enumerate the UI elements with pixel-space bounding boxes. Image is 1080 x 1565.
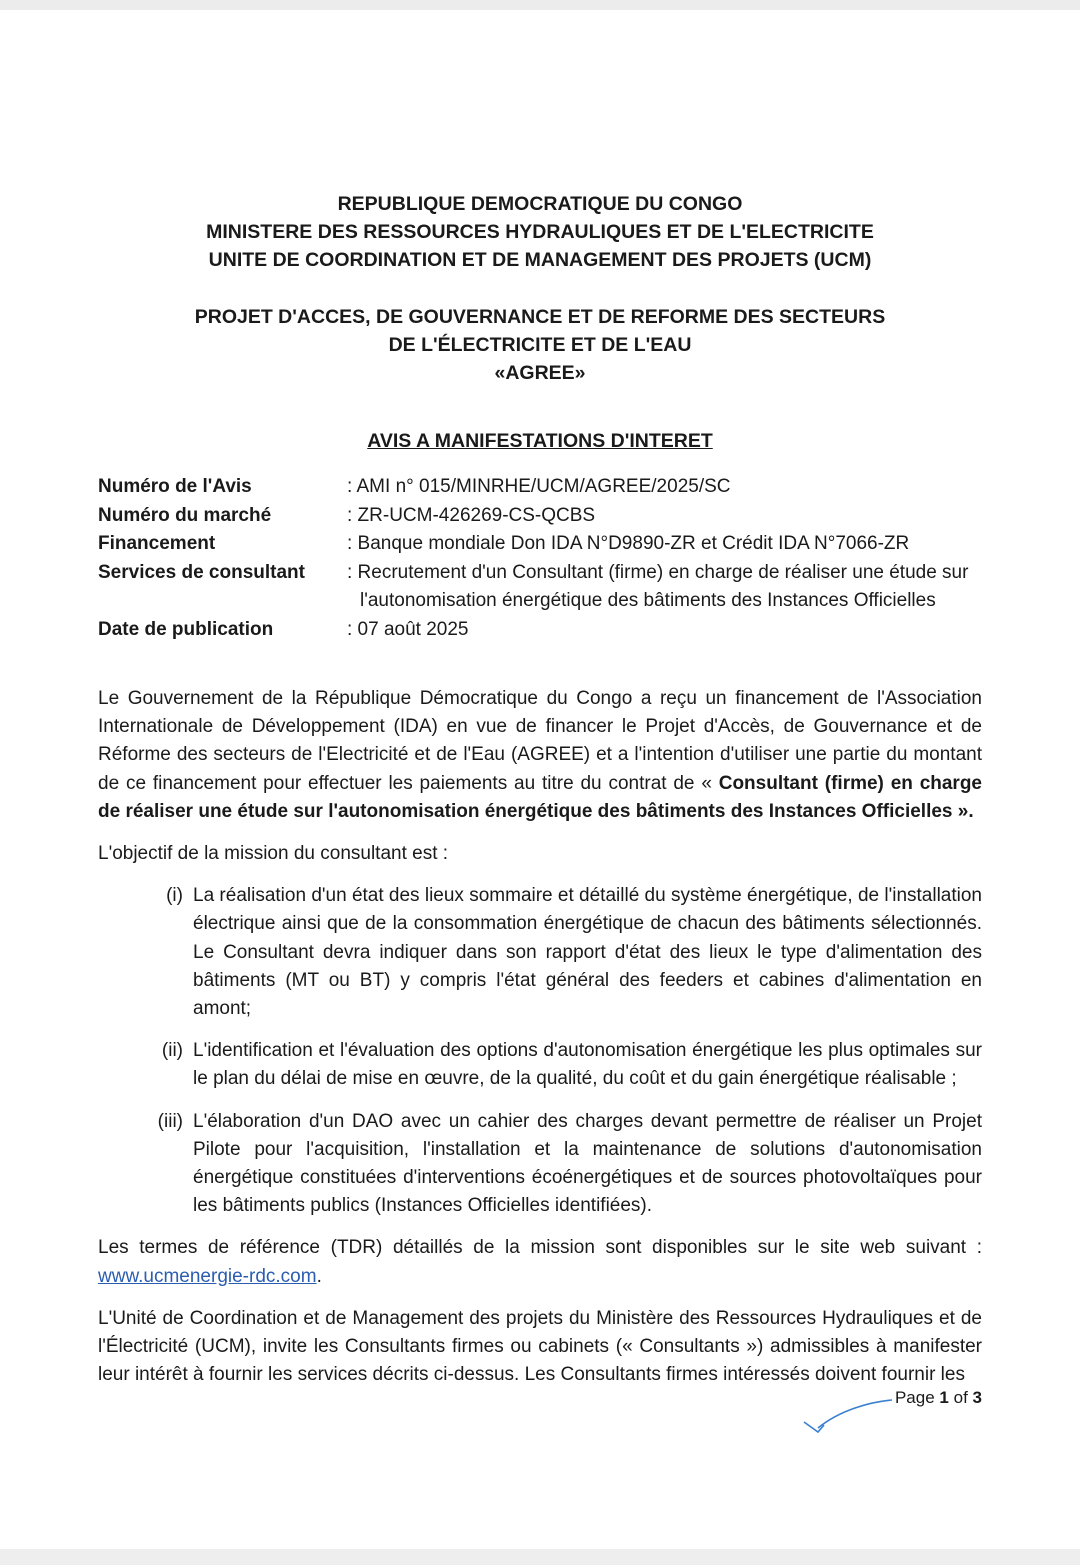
page-word: Page <box>894 1388 935 1407</box>
list-item-text: L'identification et l'évaluation des options d'autonomisation énergétique les plus optimales sur le plan du délai de mise en œuvre, de la qualité, du coût et du gain énergétique réalisable ; <box>193 1040 982 1090</box>
page-current: 1 <box>939 1388 949 1407</box>
list-item-number: (i) <box>166 885 183 907</box>
list-item <box>98 1108 982 1221</box>
list-item-number: (ii) <box>161 1040 183 1062</box>
header-line-unit: UNITE DE COORDINATION ET DE MANAGEMENT DES PROJETS (UCM) <box>208 249 872 271</box>
list-item-number: (iii) <box>157 1110 183 1132</box>
tdr-end: . <box>316 1265 322 1287</box>
objective-intro: L'objectif de la mission du consultant est : <box>98 843 449 865</box>
project-line-1: PROJET D'ACCES, DE GOUVERNANCE ET DE REFORME DES SECTEURS <box>194 306 886 328</box>
info-row-numero-avis <box>98 473 982 502</box>
info-label: Date de publication <box>98 618 274 640</box>
info-label: Financement <box>98 533 216 554</box>
info-value: : AMI n° 015/MINRHE/UCM/AGREE/2025/SC <box>347 476 731 497</box>
document-header <box>98 190 982 274</box>
info-row-financement <box>98 530 982 559</box>
of-word: of <box>953 1388 968 1407</box>
tdr-text: Les termes de référence (TDR) détaillés de la mission sont disponibles sur le site web suivant : <box>98 1237 982 1259</box>
tdr-website-link[interactable]: www.ucmenergie-rdc.com <box>98 1265 317 1287</box>
project-line-2: DE L'ÉLECTRICITE ET DE L'EAU <box>388 334 692 356</box>
intro-paragraph <box>98 685 982 826</box>
info-row-date <box>98 616 982 645</box>
info-row-services <box>98 559 982 616</box>
intro-bold-text: Consultant (firme) en charge de réaliser une étude sur l'autonomisation énergétique des bâtiments des Instances Officielles ». <box>98 772 982 822</box>
invitation-paragraph: L'Unité de Coordination et de Management des projets du Ministère des Ressources Hydrauliques et de l'Électricité (UCM), invite les Consultants firmes ou cabinets (« Consultants ») admissibles à manifester leur intérêt à fournir les services décrits ci-dessus. Les Consultants firmes intéressés doivent fournir les <box>98 1307 982 1386</box>
list-item-text: L'élaboration d'un DAO avec un cahier des charges devant permettre de réaliser un Projet Pilote pour l'acquisition, l'installation et la maintenance de solutions d'autonomisation énergétique constituées d'interventions écoénergétiques et de sources photovoltaïques pour les bâtiments publics (Instances Officielles identifiées). <box>193 1110 982 1217</box>
list-item-text: La réalisation d'un état des lieux sommaire et détaillé du système énergétique, de l'installation électrique ainsi que de la consommation énergétique de chacun des bâtiments sélectionnés. Le Consultant devra indiquer dans son rapport d'état des lieux le type d'alimentation des bâtiments (MT ou BT) y compris l'état général des feeders et cabines d'alimentation en amont; <box>193 885 982 1020</box>
info-label: Numéro de l'Avis <box>98 476 252 497</box>
tdr-paragraph <box>98 1234 982 1290</box>
project-line-3: «AGREE» <box>494 362 586 384</box>
top-border <box>0 0 1080 10</box>
info-label: Numéro du marché <box>98 504 272 526</box>
document-body <box>98 685 982 1403</box>
signature-mark-icon <box>800 1392 900 1442</box>
header-line-country: REPUBLIQUE DEMOCRATIQUE DU CONGO <box>337 193 743 215</box>
page-footer <box>895 1388 982 1408</box>
list-item <box>98 1037 982 1093</box>
header-line-ministry: MINISTERE DES RESSOURCES HYDRAULIQUES ET DE L'ELECTRICITE <box>206 221 874 243</box>
info-row-numero-marche <box>98 502 982 531</box>
info-label: Services de consultant <box>98 561 305 583</box>
info-table <box>98 473 982 644</box>
info-value: : 07 août 2025 <box>347 618 469 640</box>
avis-title: AVIS A MANIFESTATIONS D'INTERET <box>367 430 713 452</box>
info-value: : ZR-UCM-426269-CS-QCBS <box>347 504 596 526</box>
objective-list <box>98 882 982 1220</box>
list-item <box>98 882 982 1023</box>
intro-text: Le Gouvernement de la République Démocratique du Congo a reçu un financement de l'Association Internationale de Développement (IDA) en vue de financer le Projet d'Accès, de Gouvernance et de Réforme des secteurs de l'Electricité et de l'Eau (AGREE) et a l'intention d'utiliser une partie du montant de ce financement pour effectuer les paiements au titre du contrat de « <box>98 688 982 794</box>
project-title <box>98 303 982 387</box>
page-total: 3 <box>972 1388 982 1407</box>
bottom-border <box>0 1549 1080 1565</box>
info-value: : Banque mondiale Don IDA N°D9890-ZR et Crédit IDA N°7066-ZR <box>347 533 910 554</box>
info-value-line-2: l'autonomisation énergétique des bâtiments des Instances Officielles <box>360 590 936 611</box>
info-value-line-1: : Recrutement d'un Consultant (firme) en charge de réaliser une étude sur <box>347 561 969 583</box>
info-value <box>347 559 982 616</box>
